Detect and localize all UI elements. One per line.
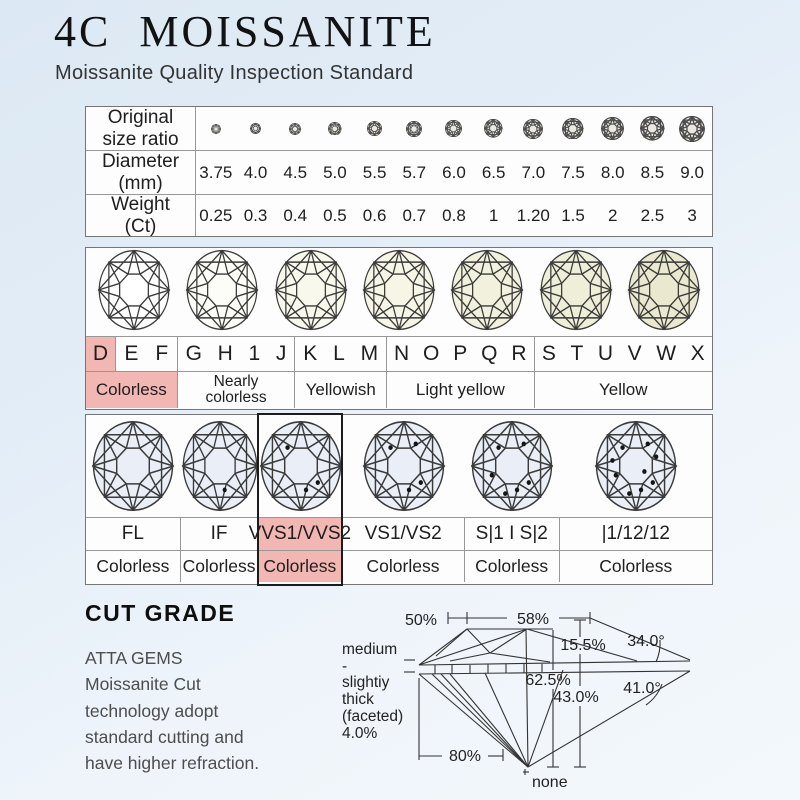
color-letter: 1 [248,342,261,365]
weight-value: 0.4 [283,205,308,225]
cut-proportions-diagram [340,590,795,800]
clarity-grade-cell: VS1/VS2 [342,518,465,550]
size-diamond-cell [633,116,673,141]
weight-value: 1.5 [561,205,585,225]
color-diamond-cell [274,249,348,336]
size-diamond-cell [474,119,514,138]
diameter-value: 5.7 [402,162,427,182]
girdle-description [342,642,403,742]
diamond-icon [640,116,665,141]
diameter-value: 7.5 [561,162,585,182]
color-diamonds [86,248,712,336]
color-letter: H [217,342,233,365]
pavilion-depth-label: 43.0% [553,689,599,706]
color-letter-group [387,337,535,371]
clarity-color-row [86,551,712,582]
color-diamond-cell [185,249,259,336]
color-category-cell: Yellow [599,380,648,400]
size-diamond-cell [394,121,434,137]
size-diamond-cell [672,116,712,142]
total-depth-label: 62.5% [525,672,571,689]
diameter-value: 7.0 [521,162,546,182]
color-category-cell: Colorless [86,372,178,408]
size-table [85,106,713,237]
weight-values-row [196,195,712,236]
diamond-icon [185,249,259,331]
weight-value: 0.25 [199,205,233,225]
size-diamond-cell [514,119,554,139]
diameter-value: 6.5 [481,162,506,182]
cut-grade-heading: CUT GRADE [85,600,236,626]
diameter-value: 9.0 [680,162,704,182]
size-diamond-cell [236,123,276,134]
size-diamond-cell [553,118,593,140]
diamond-icon [250,123,261,134]
clarity-color-cell: Colorless [258,551,342,582]
clarity-grade-row [86,518,712,551]
diamond-icon [362,420,446,512]
clarity-color-cell: Colorless [86,551,181,582]
color-category-cell: Light yellow [387,372,535,408]
diameter-value: 4.0 [243,162,268,182]
paragraph-line: have higher refraction. [85,753,260,773]
weight-value: 2 [607,205,618,225]
color-table [85,247,713,410]
diameter-value: 5.5 [362,162,387,182]
weight-value: 2.5 [640,205,665,225]
diamond-icon [523,119,543,139]
color-category-row [86,372,712,408]
table-pct-label: 50% [404,612,438,629]
size-diamond-cell [434,120,474,137]
color-diamond-cell [97,249,171,336]
color-category-cell: Yellowish [295,372,387,408]
clarity-grade-cell: S|1 I S|2 [465,518,560,550]
weight-value: 3 [687,205,697,225]
cut-grade-paragraph [85,645,259,776]
color-letter: G [185,342,202,365]
size-table-row-diameter [86,151,712,195]
diamond-icon [181,420,259,512]
weight-value: 0.6 [362,205,387,225]
clarity-grade-cell: VVS1/VVS2 [258,518,342,550]
color-diamond-cell [450,249,524,336]
page-title: 4C MOISSANITE [54,7,436,56]
color-letter: D [92,342,109,365]
girdle-text-line: slightiy [342,674,390,692]
diamond-icon [450,249,524,331]
size-diamond-cell [275,123,315,135]
clarity-grade-cell: |1/12/12 [601,523,670,544]
diamond-icon [274,249,348,331]
paragraph-line: Moissanite Cut [85,674,201,695]
diamond-icon [470,420,554,512]
color-letter: V [627,342,642,365]
diamond-icon [362,249,436,331]
diamond-icon [91,420,175,512]
paragraph-line: technology adopt [85,700,219,721]
color-diamond-row [86,248,712,337]
culet-label: none [532,774,568,791]
crown-angle-label: 34.0° [627,633,665,650]
cut-diagram-drawing [340,590,795,800]
color-letter: U [597,342,614,365]
size-diamond-row [196,107,712,150]
weight-value: 1.20 [516,205,550,225]
diamond-icon [289,123,301,135]
weight-value: 0.5 [323,205,347,225]
color-letter: W [656,342,677,365]
clarity-grade-cell: IF [181,518,259,550]
color-letter: R [511,342,527,365]
color-letter: X [690,342,705,365]
girdle-text-line: thick [342,691,374,709]
diamond-icon [627,249,701,331]
diamond-icon [211,124,221,134]
lower-girdle-label: 80% [448,748,482,765]
spread-pct-label: 58% [516,611,550,628]
size-diamond-cell [315,122,355,136]
size-diamond-cell [196,124,236,134]
diamond-icon [406,121,422,137]
diameter-value: 4.5 [283,162,308,182]
color-letter-group [178,337,296,371]
crown-height-label: 15.5% [560,637,606,654]
clarity-diamond-cell [343,415,465,517]
color-letter: K [303,342,318,365]
weight-value: 0.7 [402,205,427,225]
clarity-diamond-cell [181,415,259,517]
diamond-icon [484,119,503,138]
color-letter: Q [481,342,498,365]
clarity-color-cell: Colorless [181,551,259,582]
diamond-icon [539,249,613,331]
size-table-row-weight [86,195,712,236]
clarity-diamond-cell [465,415,560,517]
diamond-icon [367,121,382,136]
color-letter-group [295,337,387,371]
row-label-original-size: Original size ratio [86,107,196,150]
pavilion-angle-label: 41.0° [623,680,661,697]
diamond-icon [259,420,343,512]
color-letter: J [275,342,287,365]
size-diamond-cell [593,117,633,140]
clarity-color-cell: Colorless [465,551,560,582]
girdle-text-line: (faceted) [342,707,404,725]
color-diamond-cell [362,249,436,336]
color-letter-row [86,337,712,372]
color-diamond-cell [539,249,613,336]
color-letter: E [124,342,139,365]
page-subtitle: Moissanite Quality Inspection Standard [55,62,414,84]
clarity-color-cell: Colorless [342,551,465,582]
diameter-values-row [196,151,712,194]
diameter-value: 5.0 [323,162,347,182]
color-letter: O [423,342,440,365]
color-letter: S [541,342,556,365]
paragraph-line: standard cutting and [85,726,244,747]
clarity-color-cell: Colorless [599,556,673,576]
diameter-value: 6.0 [442,162,466,182]
weight-value: 0.3 [243,205,268,225]
diameter-value: 8.0 [600,162,625,182]
girdle-text-line: - [342,657,348,675]
color-letter: P [453,342,468,365]
weight-value: 0.8 [442,205,466,225]
row-label-weight: Weight (Ct) [86,195,196,236]
color-letter: N [393,342,410,365]
row-label-diameter: Diameter (mm) [86,151,196,194]
size-table-row-original [86,107,712,151]
color-letter: L [333,342,345,365]
girdle-text-line: medium [342,641,398,658]
color-letter-group [86,337,116,371]
color-diamond-cell [627,249,701,336]
diamond-icon [97,249,171,331]
color-letter-group [116,337,178,371]
diameter-value: 3.75 [199,162,233,182]
color-letter: M [360,342,379,365]
diamond-icon [445,120,462,137]
size-diamond-cell [355,121,395,136]
color-letter: T [570,342,584,365]
paragraph-line: ATTA GEMS [85,648,183,668]
clarity-diamond-cell [560,415,712,517]
clarity-diamond-row [86,415,712,518]
clarity-table [85,414,713,585]
color-category-cell: Nearly colorless [178,372,296,408]
diamond-icon [562,118,584,140]
clarity-diamond-cell [86,415,181,517]
clarity-diamond-cell [259,415,343,517]
clarity-grade-cell: FL [86,518,181,550]
diamond-icon [594,420,678,512]
diamond-icon [679,116,705,142]
color-letter: F [155,342,169,365]
weight-value: 1 [488,205,499,225]
girdle-text-line: 4.0% [342,724,378,742]
color-letter-group [535,337,712,371]
diamond-icon [328,122,342,136]
diamond-icon [601,117,624,140]
diameter-value: 8.5 [640,162,665,182]
